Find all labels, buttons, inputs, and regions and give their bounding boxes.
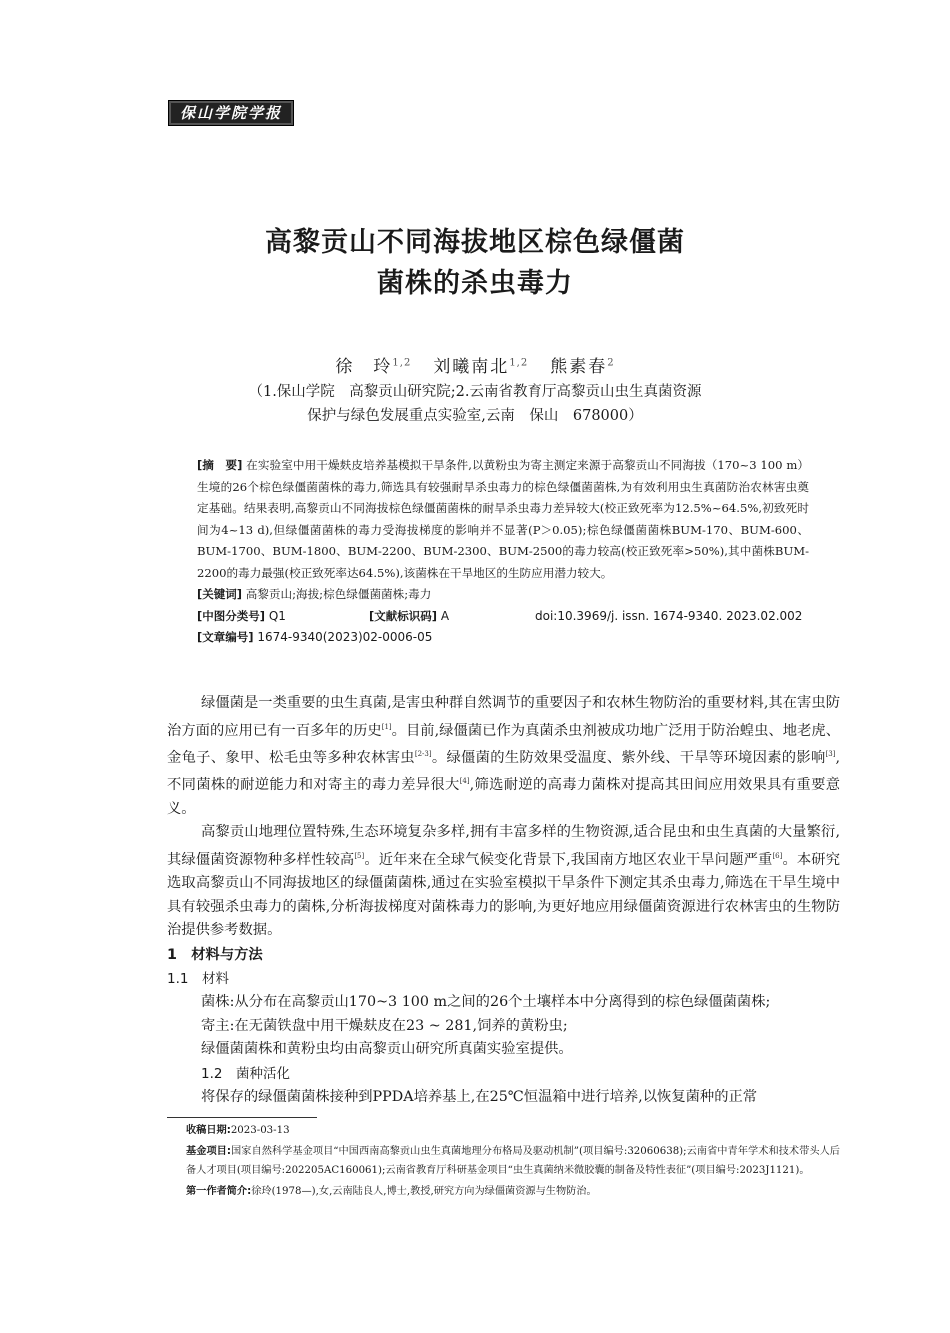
abstract-label: [摘 要]: [197, 458, 243, 472]
doi: doi:10.3969/j. issn. 1674-9340. 2023.02.002: [535, 608, 803, 623]
citation[interactable]: [4]: [459, 777, 470, 786]
citation[interactable]: [3]: [825, 749, 836, 758]
clc-value: Q1: [268, 608, 286, 623]
doccode-field: [369, 606, 449, 628]
doccode-value: A: [440, 608, 450, 623]
footnote-received: [186, 1121, 840, 1140]
journal-logo-text: 保山学院学报: [179, 104, 282, 122]
author-affiliation-mark: 2: [607, 357, 615, 369]
text-run: 。绿僵菌的生防效果受温度、紫外线、干旱等环境因素的影响: [431, 749, 826, 766]
received-label: 收稿日期:: [186, 1125, 231, 1136]
footnotes: [186, 1121, 840, 1203]
text-run: ,不同菌株的耐逆能力和对寄主的毒力差异很大: [167, 749, 840, 794]
affiliation-line-1: （1.保山学院 高黎贡山研究院;2.云南省教育厅高黎贡山虫生真菌资源: [248, 384, 702, 400]
citation[interactable]: [5]: [354, 851, 365, 860]
journal-logo: [168, 100, 294, 126]
paragraph-intro-2: [167, 821, 840, 943]
author-name: 刘曦南北: [433, 357, 510, 377]
article-number-row: [197, 627, 809, 649]
article-number-field: [197, 627, 432, 649]
article-number: 1674-9340(2023)02-0006-05: [257, 630, 433, 644]
section-heading-1-1: 1.1 材料: [167, 971, 229, 987]
title-line-1: 高黎贡山不同海拔地区棕色绿僵菌: [265, 227, 685, 258]
footnote-divider: [167, 1117, 317, 1118]
clc-label: [中图分类号]: [197, 608, 266, 623]
affiliation-line-2: 保护与绿色发展重点实验室,云南 保山 678000）: [307, 408, 643, 424]
keywords-text: 高黎贡山;海拔;棕色绿僵菌菌株;毒力: [245, 587, 432, 601]
section-heading-1: 1 材料与方法: [167, 947, 263, 963]
citation[interactable]: [6]: [772, 851, 783, 860]
classification-row: [197, 606, 809, 628]
materials-strain: 菌株:从分布在高黎贡山170~3 100 m之间的26个土壤样本中分离得到的棕色绿僵菌菌株;: [201, 994, 771, 1010]
fund-text: 国家自然科学基金项目“中国西南高黎贡山虫生真菌地理分布格局及驱动机制”(项目编号:32060638);云南省中青年学术和技术带头人后备人才项目(项目编号:202205AC160061);云南省教育厅科研基金项目“虫生真菌纳米微胶囊的制备及特性表征”(项目编号:2023J1121)。: [186, 1146, 840, 1176]
paper-title: [0, 222, 950, 304]
paragraph-intro-1: [167, 692, 840, 821]
footnote-author: [186, 1182, 840, 1201]
affiliation: [0, 380, 950, 428]
author-affiliation-mark: 1,2: [392, 357, 412, 369]
materials-source: 绿僵菌菌株和黄粉虫均由高黎贡山研究所真菌实验室提供。: [201, 1041, 573, 1058]
citation[interactable]: [2-3]: [414, 749, 432, 758]
author-name: 徐 玲: [335, 357, 393, 377]
text-run: 。本研究选取高黎贡山不同海拔地区的绿僵菌菌株,通过在实验室模拟干旱条件下测定其杀虫毒力,筛选在干旱生境中具有较强杀虫毒力的菌株,分析海拔梯度对菌株毒力的影响,为更好地应用绿僵菌资源进行农林害虫的生物防治提供参考数据。: [167, 851, 841, 939]
author-list: [0, 352, 950, 377]
keywords-label: [关键词]: [197, 587, 243, 601]
first-author-label: 第一作者简介:: [186, 1186, 252, 1197]
main-text: [167, 692, 840, 1109]
doccode-label: [文献标识码]: [369, 608, 438, 623]
author-name: 熊素春: [550, 357, 608, 377]
abstract: [197, 455, 809, 584]
text-run: ,筛选耐逆的高毒力菌株对提高其田间应用效果具有重要意义。: [167, 777, 841, 817]
citation[interactable]: [1]: [381, 722, 392, 731]
received-date: 2023-03-13: [230, 1125, 290, 1136]
section-heading-1-2: 1.2 菌种活化: [201, 1065, 290, 1082]
clc-field: [197, 606, 286, 628]
materials-host: 寄主:在无菌铁盘中用干燥麸皮在23 ~ 281,饲养的黄粉虫;: [201, 1017, 568, 1034]
footnote-fund: [186, 1142, 840, 1180]
keywords: [197, 584, 809, 606]
article-number-label: [文章编号]: [197, 630, 254, 644]
title-line-2: 菌株的杀虫毒力: [377, 268, 573, 299]
text-run: 绿僵菌是一类重要的虫生真菌,是害虫种群自然调节的重要因子和农林生物防治的重要材料,其在害虫防治方面的应用已有一百多年的历史: [167, 695, 840, 739]
paragraph-activation: 将保存的绿僵菌菌株接种到PPDA培养基上,在25℃恒温箱中进行培养,以恢复菌种的正常: [201, 1088, 758, 1105]
abstract-block: [197, 455, 809, 649]
text-run: 高黎贡山地理位置特殊,生态环境复杂多样,拥有丰富多样的生物资源,适合昆虫和虫生真菌的大量繁衍,其绿僵菌资源物种多样性较高: [167, 824, 840, 868]
text-run: 。目前,绿僵菌已作为真菌杀虫剂被成功地广泛用于防治蝗虫、地老虎、金龟子、象甲、松毛虫等多种农林害虫: [167, 722, 840, 766]
text-run: 。近年来在全球气候变化背景下,我国南方地区农业干旱问题严重: [364, 851, 773, 868]
first-author-bio: 徐玲(1978—),女,云南陆良人,博士,教授,研究方向为绿僵菌资源与生物防治。: [251, 1186, 597, 1197]
abstract-text: 在实验室中用干燥麸皮培养基模拟干旱条件,以黄粉虫为寄主测定来源于高黎贡山不同海拔（170~3 100 m）生境的26个棕色绿僵菌菌株的毒力,筛选具有较强耐旱杀虫毒力的棕色绿僵菌菌株,为有效利用虫生真菌防治农林害虫奠定基础。结果表明,高黎贡山不同海拔棕色绿僵菌菌株的耐旱杀虫毒力差异较大(校正致死率为12.5%~64.5%,初致死时间为4~13 d),但绿僵菌菌株的毒力受海拔梯度的影响并不显著(P＞0.05);棕色绿僵菌菌株BUM-170、BUM-600、BUM-1700、BUM-1800、BUM-2200、BUM-2300、BUM-2500的毒力较高(校正致死率>50%),其中菌株BUM-2200的毒力最强(校正致死率达64.5%),该菌株在干旱地区的生防应用潜力较大。: [197, 458, 809, 580]
fund-label: 基金项目:: [186, 1146, 231, 1157]
author-affiliation-mark: 1,2: [509, 357, 529, 369]
